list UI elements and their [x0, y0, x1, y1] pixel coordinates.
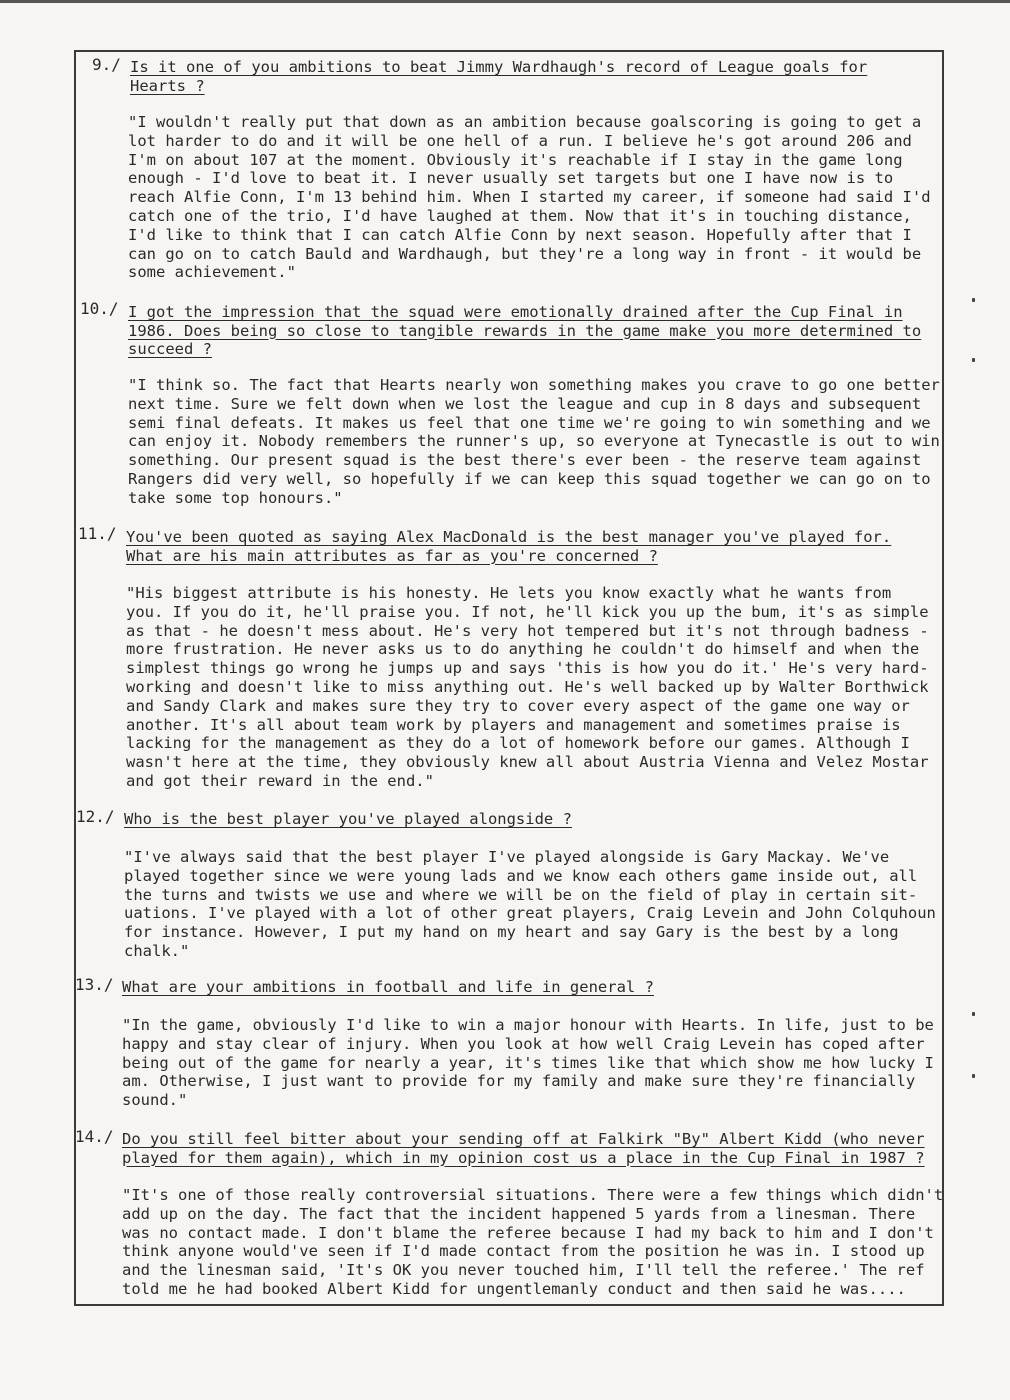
answer-line: "I wouldn't really put that down as an ambition because goalscoring is going to get a	[128, 113, 922, 131]
answer-line: lot harder to do and it will be one hell of a run. I believe he's got around 206 and	[128, 131, 912, 150]
answer-line: "It's one of those really controversial situations. There were a few things which didn't	[122, 1186, 944, 1204]
answer-text	[128, 376, 938, 508]
answer-line: wasn't here at the time, they obviously knew all about Austria Vienna and Velez Mostar	[126, 753, 929, 772]
answer-line: happy and stay clear of injury. When you look at how well Craig Levein has coped after	[122, 1034, 925, 1053]
question-line: Do you still feel bitter about your sending off at Falkirk "By" Albert Kidd (who never	[122, 1130, 925, 1148]
answer-line: was no contact made. I don't blame the referee because I had my back to him and I don't	[122, 1223, 934, 1242]
question-number: 14./	[75, 1127, 114, 1146]
answer-line: being out of the game for nearly a year, it's times like that which show me how lucky I	[122, 1053, 934, 1072]
answer-line: some achievement."	[128, 263, 296, 282]
question-number: 10./	[80, 299, 119, 318]
answer-line: am. Otherwise, I just want to provide for my family and make sure they're financially	[122, 1072, 916, 1091]
answer-line: simplest things go wrong he jumps up and says 'this is how you do it.' He's very hard-	[126, 659, 929, 678]
margin-speck	[972, 1012, 975, 1016]
answer-line: catch one of the trio, I'd have laughed at them. Now that it's in touching distance,	[128, 206, 912, 225]
answer-line: enough - I'd love to beat it. I never usually set targets but one I have now is to	[128, 169, 894, 188]
question-line: What are your ambitions in football and life in general ?	[122, 978, 654, 996]
answer-line: uations. I've played with a lot of other great players, Craig Levein and John Colquhoun	[124, 904, 936, 923]
answer-line: think anyone would've seen if I'd made contact from the position he was in. I stood up	[122, 1242, 925, 1261]
answer-line: add up on the day. The fact that the incident happened 5 yards from a linesman. There	[122, 1204, 916, 1223]
question-line: I got the impression that the squad were emotionally drained after the Cup Final in	[128, 303, 903, 321]
answer-line: told me he had booked Albert Kidd for ungentlemanly conduct and then said he was....	[122, 1279, 906, 1298]
question-text	[130, 58, 867, 95]
answer-line: and Sandy Clark and makes sure they try to cover every aspect of the game one way or	[126, 696, 910, 715]
question-text	[128, 303, 921, 359]
answer-line: played together since we were young lads and we know each others game inside out, all	[124, 866, 918, 885]
answer-text	[122, 1016, 932, 1110]
question-number: 13./	[75, 975, 114, 994]
answer-line: can go on to catch Bauld and Wardhaugh, but they're a long way in front - it would be	[128, 244, 922, 263]
answer-line: reach Alfie Conn, I'm 13 behind him. When I started my career, if someone had said I'd	[128, 188, 931, 207]
answer-line: "I've always said that the best player I've played alongside is Gary Mackay. We've	[124, 848, 890, 866]
question-text	[126, 528, 891, 565]
answer-line: you. If you do it, he'll praise you. If not, he'll kick you up the bum, it's as simple	[126, 602, 929, 621]
answer-line: "In the game, obviously I'd like to win a major honour with Hearts. In life, just to be	[122, 1016, 934, 1034]
question-line: played for them again), which in my opinion cost us a place in the Cup Final in 1987 ?	[122, 1148, 925, 1167]
question-line: Who is the best player you've played alongside ?	[124, 810, 572, 828]
question-line: Is it one of you ambitions to beat Jimmy Wardhaugh's record of League goals for	[130, 58, 868, 76]
question-line: You've been quoted as saying Alex MacDonald is the best manager you've played for.	[126, 528, 892, 546]
answer-text	[128, 113, 938, 282]
margin-speck	[972, 1074, 975, 1078]
answer-line: can enjoy it. Nobody remembers the runner's up, so everyone at Tynecastle is out to win	[128, 432, 940, 451]
question-number: 11./	[78, 524, 117, 543]
question-text	[122, 1130, 925, 1167]
answer-line: I'd like to think that I can catch Alfie Conn by next season. Hopefully after that I	[128, 225, 912, 244]
answer-line: I'm on about 107 at the moment. Obviously it's reachable if I stay in the game long	[128, 150, 903, 169]
answer-line: more frustration. He never asks us to do anything he couldn't do himself and when the	[126, 640, 920, 659]
answer-line: the turns and twists we use and where we will be on the field of play in certain sit-	[124, 885, 918, 904]
answer-line: another. It's all about team work by players and management and sometimes praise is	[126, 715, 901, 734]
margin-speck	[972, 298, 975, 302]
question-number: 12./	[76, 807, 115, 826]
question-line: succeed ?	[128, 340, 212, 358]
answer-line: chalk."	[124, 941, 190, 960]
answer-text	[126, 584, 936, 791]
answer-line: "His biggest attribute is his honesty. He lets you know exactly what he wants from	[126, 584, 892, 602]
answer-line: lacking for the management as they do a lot of homework before our games. Although I	[126, 734, 910, 753]
answer-line: take some top honours."	[128, 488, 343, 507]
answer-line: for instance. However, I put my hand on my heart and say Gary is the best by a long	[124, 923, 899, 942]
answer-line: sound."	[122, 1091, 188, 1110]
answer-line: as that - he doesn't mess about. He's very hot tempered but it's not through badness -	[126, 621, 929, 640]
margin-speck	[972, 358, 975, 362]
question-line: What are his main attributes as far as you're concerned ?	[126, 546, 658, 565]
answer-line: and the linesman said, 'It's OK you never touched him, I'll tell the referee.' The ref	[122, 1261, 925, 1280]
answer-line: semi final defeats. It makes us feel that one time we're going to win something and we	[128, 413, 931, 432]
answer-line: "I think so. The fact that Hearts nearly won something makes you crave to go one better	[128, 376, 940, 394]
answer-line: Rangers did very well, so hopefully if we can keep this squad together we can go on to	[128, 469, 931, 488]
answer-line: next time. Sure we felt down when we lost the league and cup in 8 days and subsequent	[128, 394, 922, 413]
answer-line: working and doesn't like to miss anything out. He's well backed up by Walter Borthwick	[126, 677, 929, 696]
question-text	[122, 978, 654, 997]
answer-text	[122, 1186, 944, 1299]
question-line: Hearts ?	[130, 76, 205, 95]
question-number: 9./	[92, 55, 121, 74]
question-text	[124, 810, 572, 829]
question-line: 1986. Does being so close to tangible rewards in the game make you more determined to	[128, 321, 922, 340]
answer-line: something. Our present squad is the best there's ever been - the reserve team against	[128, 451, 922, 470]
answer-text	[124, 848, 934, 961]
top-edge-rule	[0, 0, 1010, 3]
answer-line: and got their reward in the end."	[126, 771, 434, 790]
